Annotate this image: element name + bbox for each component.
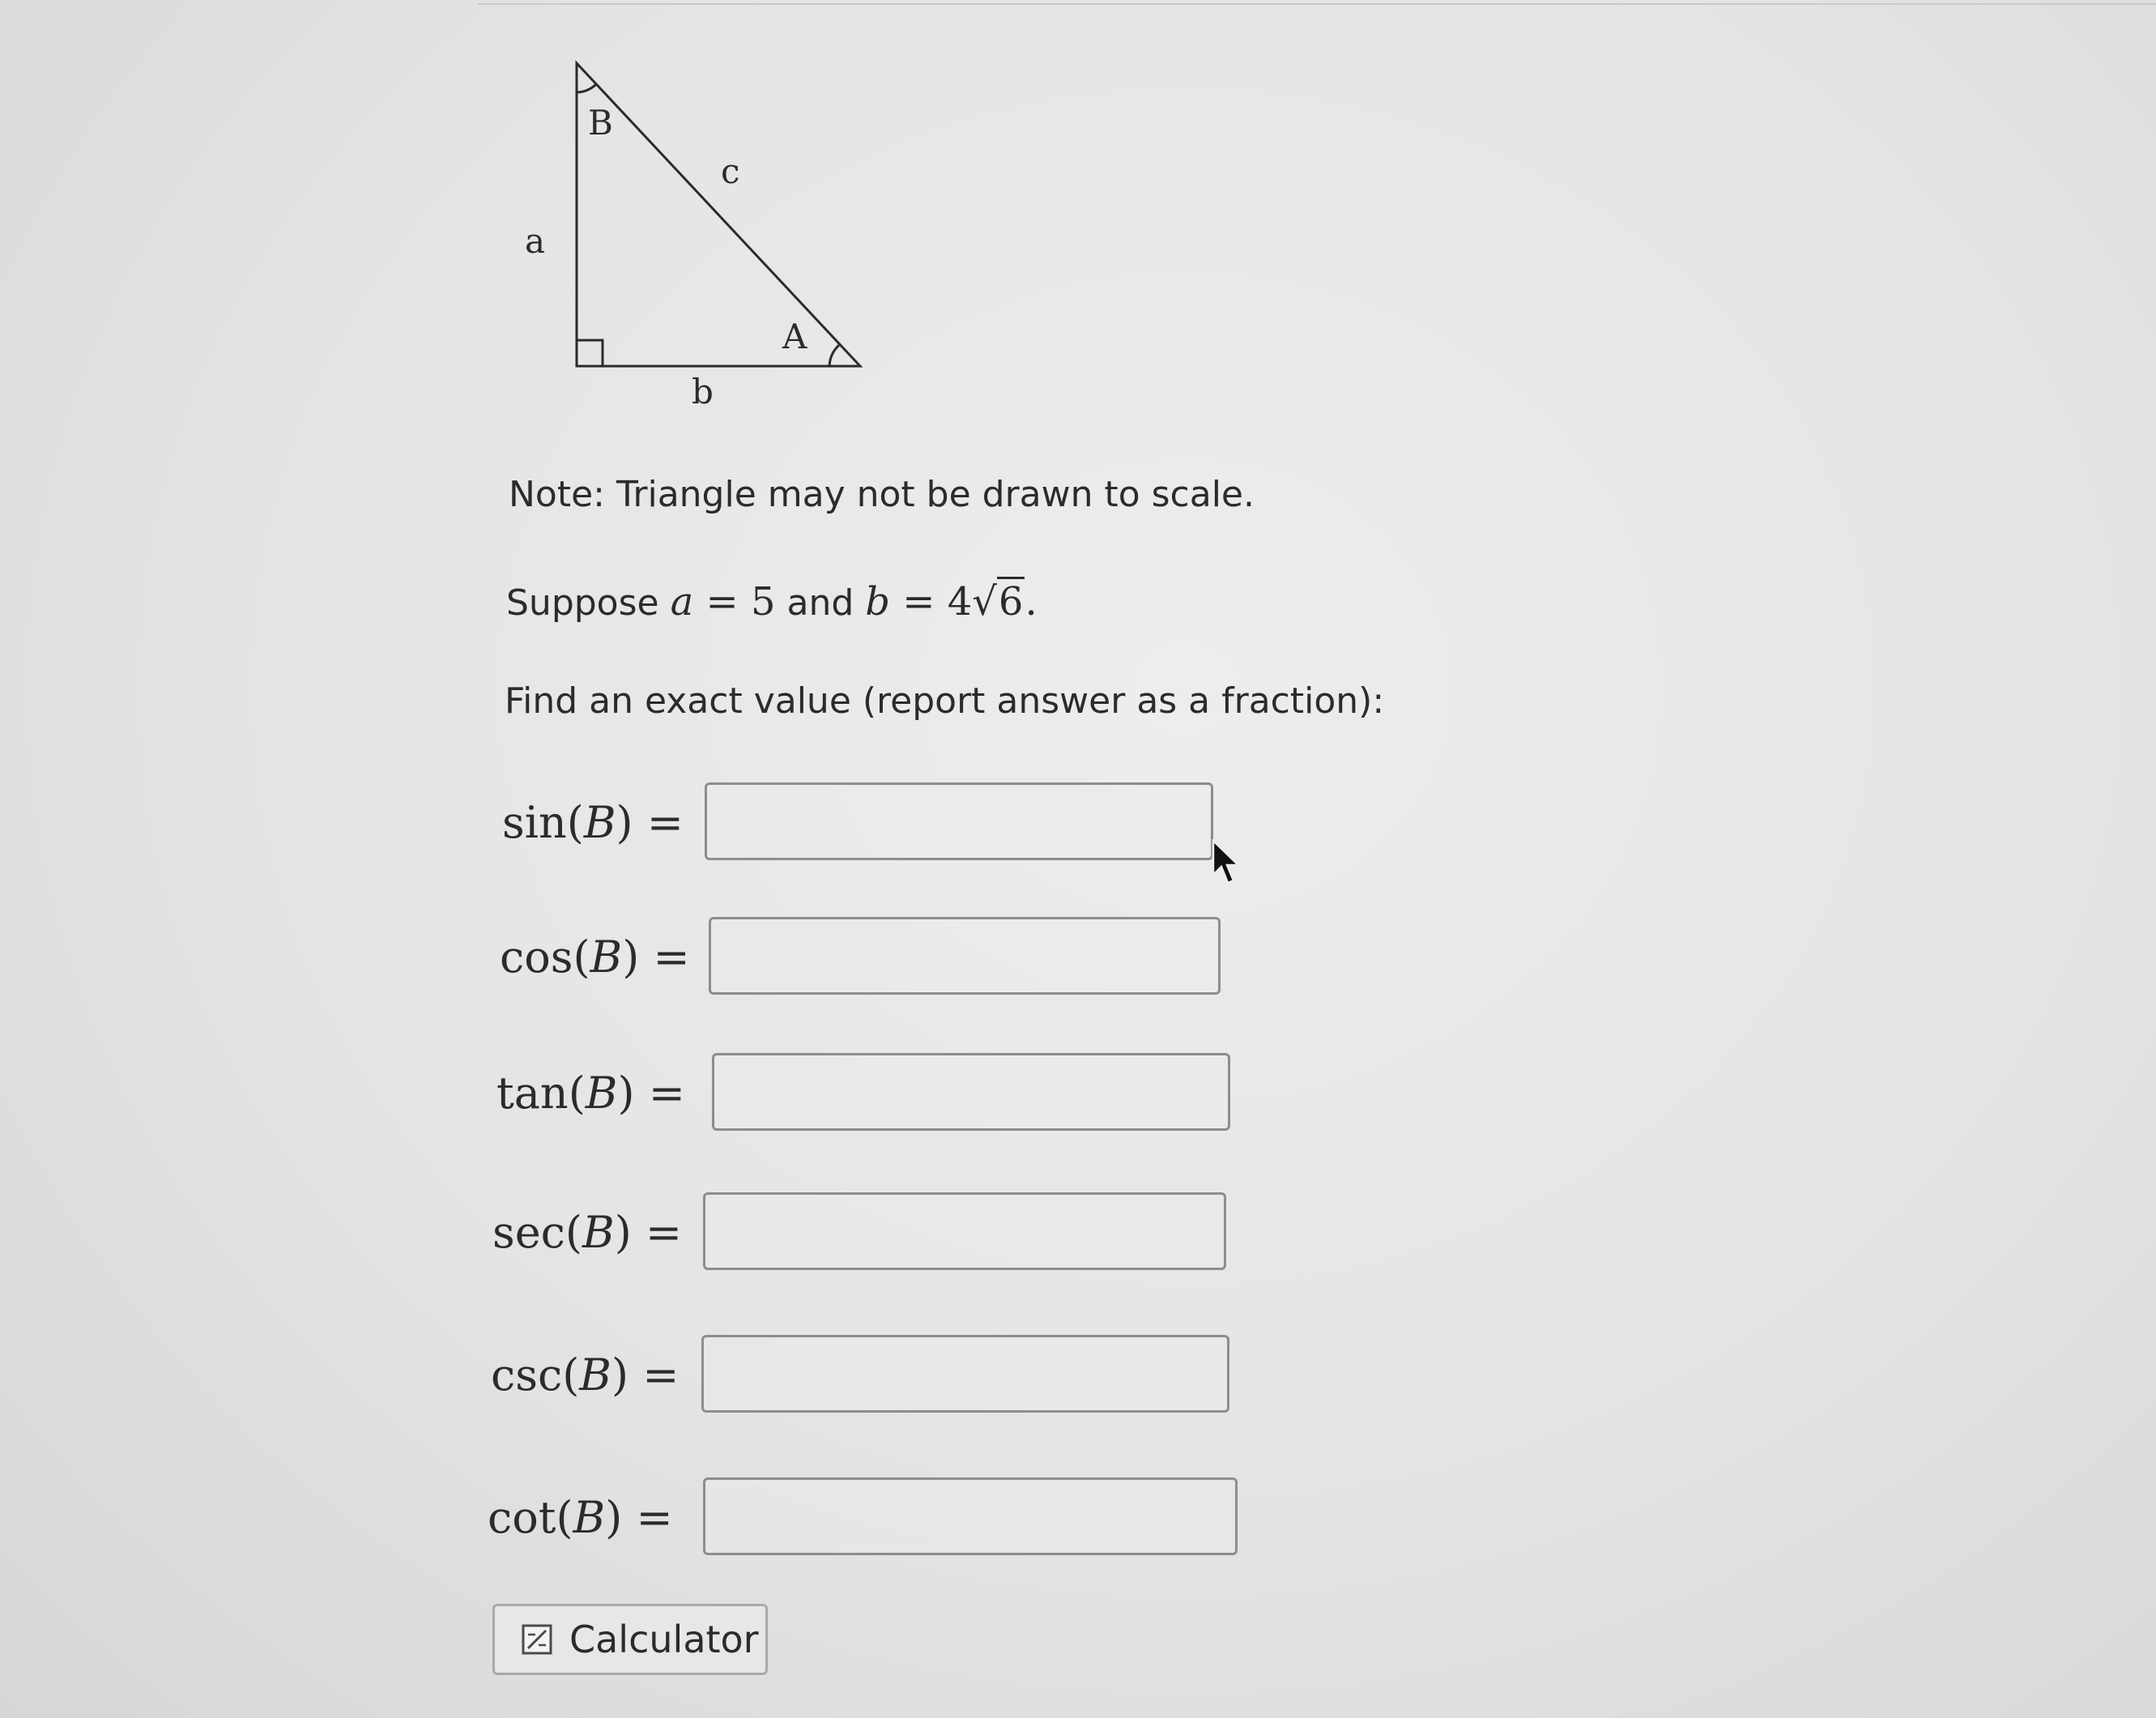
cos-b-label: cos(B) = (500, 931, 690, 983)
b-variable: b (865, 579, 891, 625)
top-divider (478, 3, 2156, 5)
b-value: = 4 (902, 579, 973, 625)
side-c-label: c (721, 151, 740, 191)
cot-b-label: cot(B) = (488, 1492, 673, 1543)
calculator-label: Calculator (569, 1618, 759, 1661)
cot-b-answer-input[interactable] (703, 1477, 1238, 1555)
side-b-label: b (692, 372, 714, 411)
side-a-label: a (525, 221, 546, 261)
sentence-end: . (1025, 579, 1038, 625)
vertex-b-label: B (588, 103, 613, 143)
tan-b-answer-input[interactable] (712, 1053, 1230, 1131)
question-row-cot (488, 1477, 1249, 1562)
mouse-pointer-icon (1210, 839, 1242, 888)
sin-b-label: sin(B) = (502, 797, 684, 848)
triangle-outline (577, 63, 860, 366)
a-variable: a (670, 579, 694, 625)
right-triangle-diagram (486, 49, 907, 421)
question-row-cos (500, 917, 1229, 1001)
given-values (506, 579, 1038, 625)
instruction-text: Find an exact value (report answer as a fraction): (505, 680, 1385, 722)
and-word: and (786, 582, 854, 624)
sin-b-answer-input[interactable] (705, 782, 1213, 860)
suppose-prefix: Suppose (506, 582, 659, 624)
a-expression (671, 579, 776, 625)
csc-b-label: csc(B) = (491, 1349, 680, 1400)
sec-b-answer-input[interactable] (703, 1192, 1226, 1270)
angle-b-arc (577, 84, 596, 92)
angle-a-arc (829, 345, 839, 366)
b-expression (865, 579, 1037, 625)
vertex-a-label: A (782, 317, 807, 356)
cos-b-answer-input[interactable] (709, 917, 1221, 995)
question-row-tan (496, 1053, 1242, 1137)
scale-note: Note: Triangle may not be drawn to scale. (509, 474, 1255, 515)
radicand: 6 (997, 577, 1025, 625)
question-row-sin (502, 782, 1231, 867)
question-row-sec (492, 1192, 1238, 1277)
a-value: = 5 (705, 579, 776, 625)
square-root: √6 (972, 579, 1025, 625)
calculator-icon (521, 1623, 553, 1656)
csc-b-answer-input[interactable] (701, 1335, 1229, 1413)
calculator-button[interactable] (492, 1604, 768, 1675)
sec-b-label: sec(B) = (492, 1207, 683, 1258)
tan-b-label: tan(B) = (496, 1068, 685, 1119)
right-angle-marker (577, 340, 603, 366)
question-row-csc (491, 1335, 1236, 1419)
